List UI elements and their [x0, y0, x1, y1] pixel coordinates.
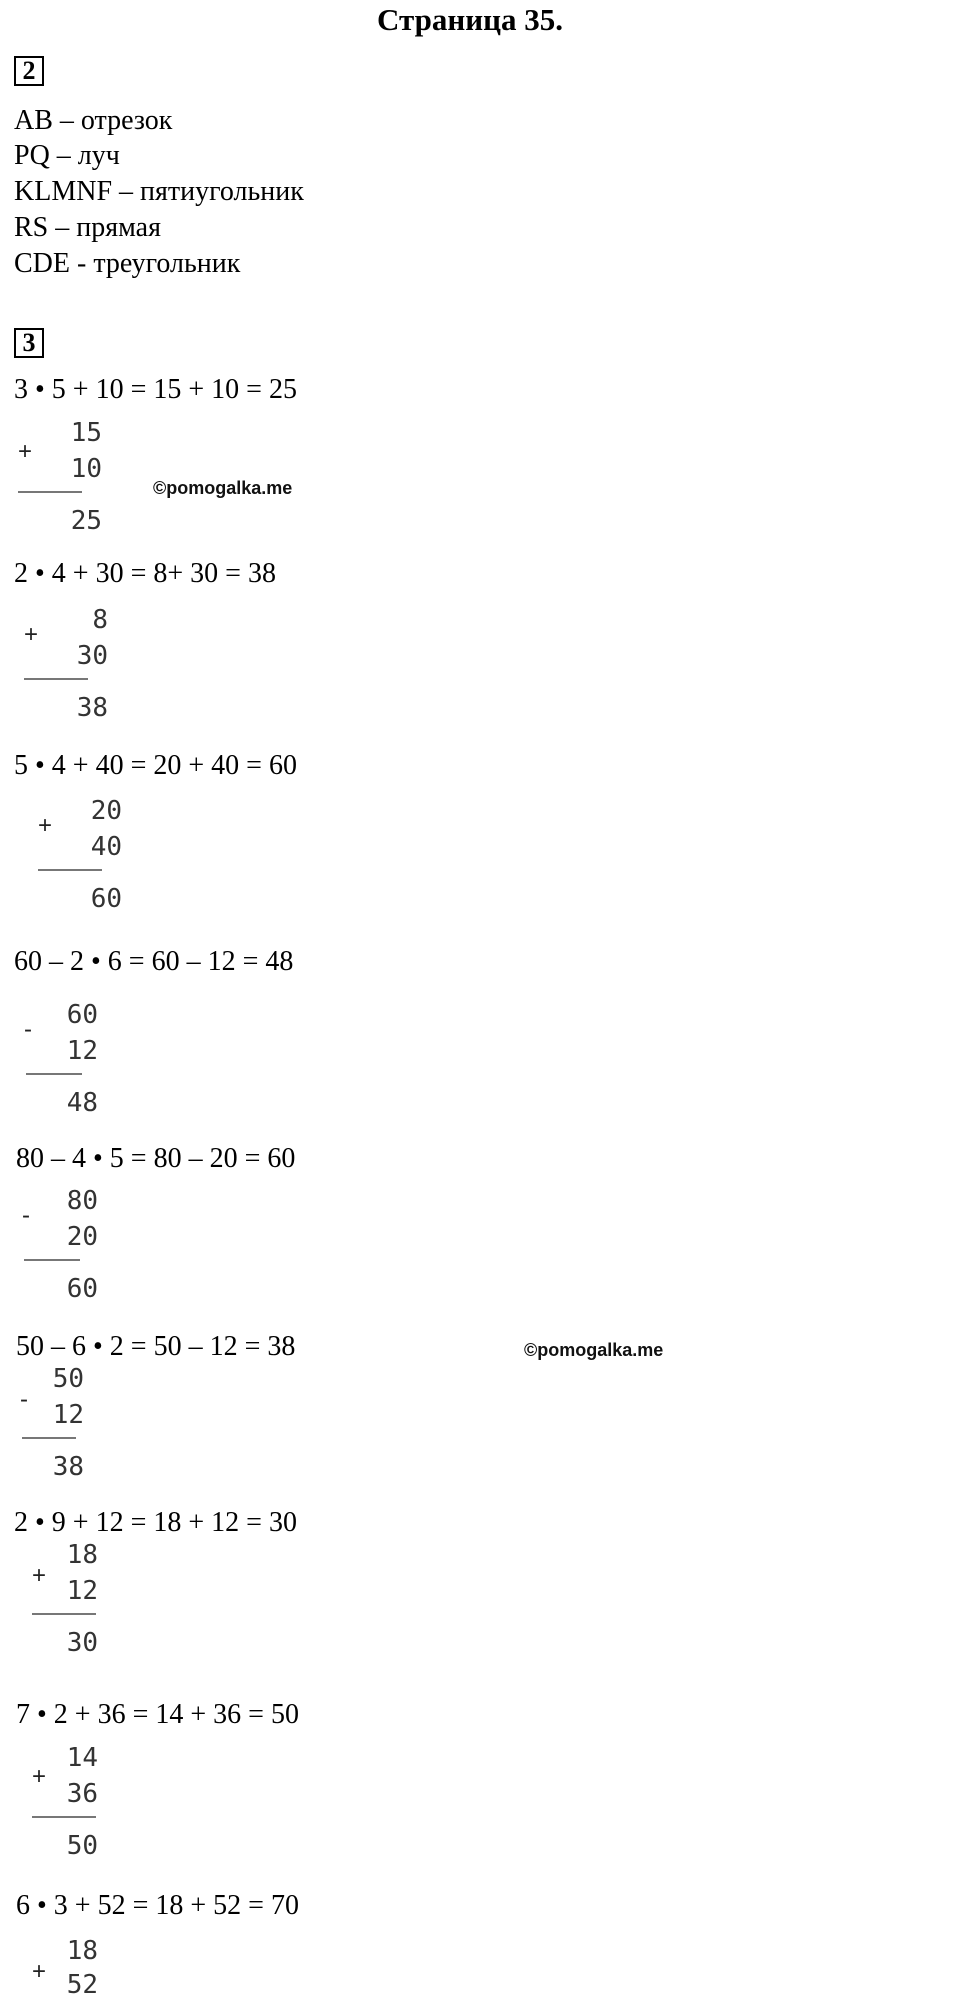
column-result-number: 48: [66, 1088, 98, 1118]
column-result-bar: [18, 491, 82, 493]
column-bottom-number: 12: [66, 1036, 98, 1066]
watermark-text: ©pomogalka.me: [524, 1340, 664, 1360]
expression-line: 3 • 5 + 10 = 15 + 10 = 25: [14, 374, 297, 405]
column-bottom-number: 30: [76, 641, 108, 671]
column-result-bar: [24, 678, 88, 680]
column-top-number: 20: [90, 796, 122, 826]
task-2-number: 2: [14, 56, 44, 86]
expression-line: 5 • 4 + 40 = 20 + 40 = 60: [14, 750, 297, 781]
column-result-number: 50: [66, 1831, 98, 1861]
column-top-number: 18: [66, 1540, 98, 1570]
column-result-bar: [32, 1816, 96, 1818]
column-bottom-number: 12: [66, 1576, 98, 1606]
page-title: Страница 35.: [377, 2, 563, 37]
plus-sign: +: [24, 621, 39, 648]
column-result-bar: [24, 1259, 80, 1261]
column-result-number: 25: [70, 506, 102, 536]
minus-sign: -: [20, 1386, 28, 1413]
column-calculation: [30, 1743, 150, 1861]
plus-sign: +: [32, 1763, 47, 1790]
column-calculation: [30, 1540, 150, 1658]
column-result-number: 38: [76, 693, 108, 723]
column-calculation: [36, 796, 156, 914]
column-calculation: [22, 1000, 142, 1118]
column-calculation: [20, 1186, 140, 1304]
column-result-bar: [32, 1613, 96, 1615]
column-result-bar: [38, 869, 102, 871]
column-bottom-number: 36: [66, 1779, 98, 1809]
column-calculation: [16, 418, 136, 536]
column-top-number: 8: [92, 605, 108, 635]
plus-sign: +: [32, 1958, 47, 1985]
expression-line: 2 • 9 + 12 = 18 + 12 = 30: [14, 1507, 297, 1538]
column-result-number: 38: [52, 1452, 84, 1482]
column-calculation: [30, 1936, 150, 2000]
expression-line: 7 • 2 + 36 = 14 + 36 = 50: [16, 1699, 299, 1730]
column-top-number: 80: [66, 1186, 98, 1216]
column-top-number: 50: [52, 1364, 84, 1394]
expression-line: 6 • 3 + 52 = 18 + 52 = 70: [16, 1890, 299, 1921]
task-2-line-ab: AB – отрезок: [14, 105, 173, 136]
minus-sign: -: [24, 1016, 32, 1043]
watermark-text: ©pomogalka.me: [153, 478, 293, 498]
plus-sign: +: [32, 1562, 47, 1589]
expression-line: 50 – 6 • 2 = 50 – 12 = 38: [16, 1331, 296, 1362]
expression-line: 80 – 4 • 5 = 80 – 20 = 60: [16, 1143, 296, 1174]
plus-sign: +: [18, 438, 33, 465]
column-top-number: 14: [66, 1743, 98, 1773]
task-3-number: 3: [14, 328, 44, 358]
column-bottom-number: 52: [66, 1970, 98, 2000]
minus-sign: -: [22, 1202, 30, 1229]
plus-sign: +: [38, 812, 53, 839]
column-result-number: 60: [90, 884, 122, 914]
column-result-number: 30: [66, 1628, 98, 1658]
task-2-line-rs: RS – прямая: [14, 212, 161, 243]
task-2-line-klmnf: KLMNF – пятиугольник: [14, 176, 304, 207]
expression-line: 2 • 4 + 30 = 8+ 30 = 38: [14, 558, 276, 589]
column-result-bar: [26, 1073, 82, 1075]
column-top-number: 60: [66, 1000, 98, 1030]
task-2-line-pq: PQ – луч: [14, 140, 120, 171]
column-calculation: [22, 605, 142, 723]
column-bottom-number: 40: [90, 832, 122, 862]
expression-line: 60 – 2 • 6 = 60 – 12 = 48: [14, 946, 294, 977]
column-result-number: 60: [66, 1274, 98, 1304]
column-result-bar: [22, 1437, 76, 1439]
column-bottom-number: 12: [52, 1400, 84, 1430]
column-bottom-number: 20: [66, 1222, 98, 1252]
column-bottom-number: 10: [70, 454, 102, 484]
column-calculation: [18, 1364, 138, 1482]
column-top-number: 15: [70, 418, 102, 448]
task-2-line-cde: CDE - треугольник: [14, 248, 241, 279]
column-top-number: 18: [66, 1936, 98, 1966]
